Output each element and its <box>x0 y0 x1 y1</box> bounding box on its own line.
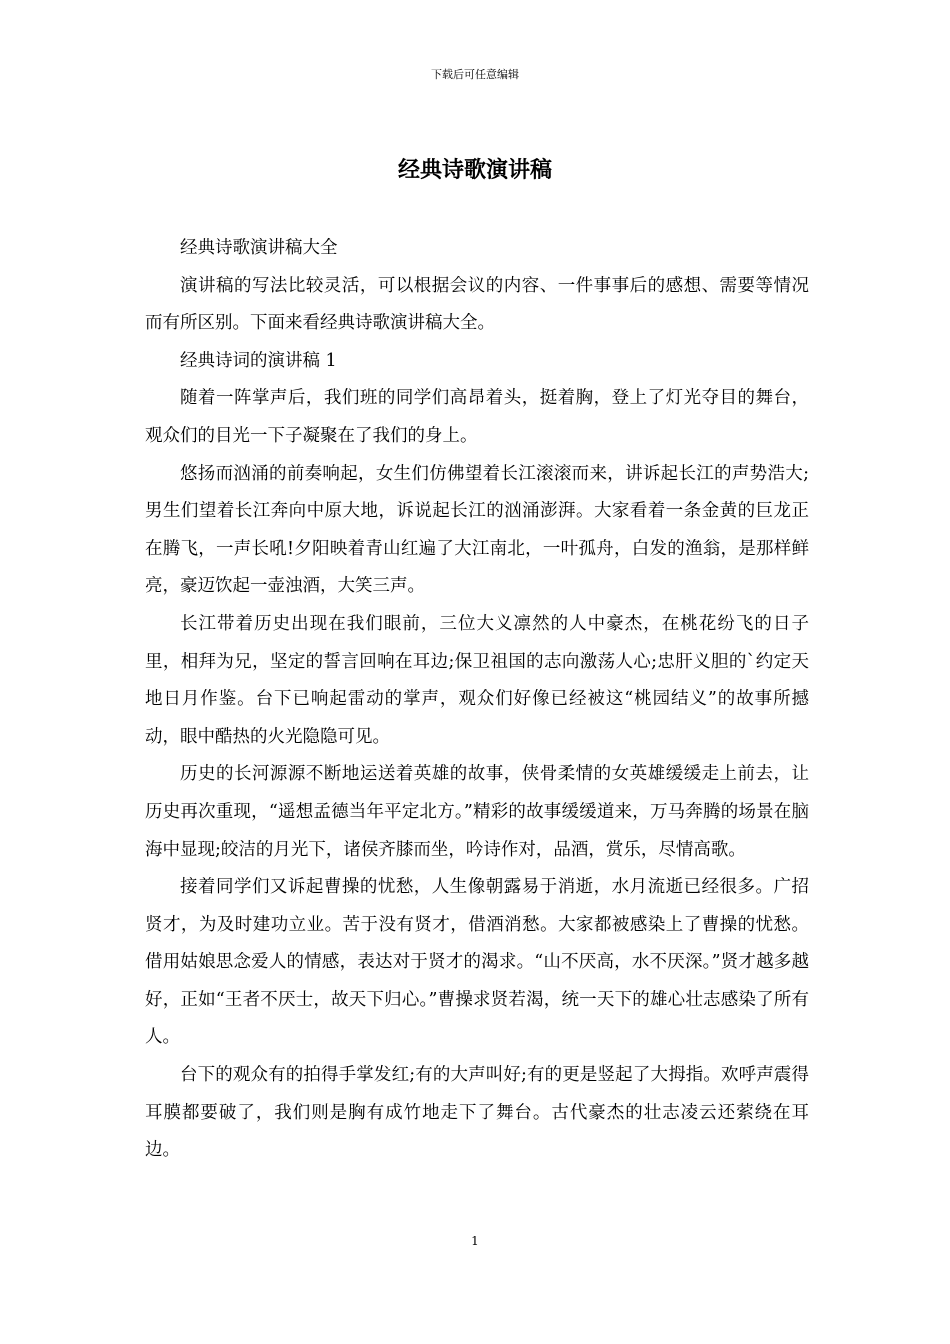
document-title: 经典诗歌演讲稿 <box>397 157 552 183</box>
paragraph: 接着同学们又诉起曹操的忧愁，人生像朝露易于消逝，水月流逝已经很多。广招贤才，为及时建功立业。苦于没有贤才，借酒消愁。大家都被感染上了曹操的忧愁。借用姑娘思念爱人的情感，表达对于贤才的渴求。“山不厌高，水不厌深。”贤才越多越好，正如“王者不厌士，故天下归心。”曹操求贤若渴，统一天下的雄心壮志感染了所有人。 <box>145 877 809 1048</box>
paragraph: 随着一阵掌声后，我们班的同学们高昂着头，挺着胸，登上了灯光夺目的舞台，观众们的目光一下子凝聚在了我们的身上。 <box>145 388 809 446</box>
paragraph: 悠扬而汹涌的前奏响起，女生们仿佛望着长江滚滚而来，讲诉起长江的声势浩大;男生们望着长江奔向中原大地，诉说起长江的汹涌澎湃。大家看着一条金黄的巨龙正在腾飞，一声长吼!夕阳映着青山红遍了大江南北，一叶孤舟，白发的渔翁，是那样鲜亮，豪迈饮起一壶浊酒，大笑三声。 <box>145 463 809 597</box>
paragraph: 长江带着历史出现在我们眼前，三位大义凛然的人中豪杰，在桃花纷飞的日子里，相拜为兄，坚定的誓言回响在耳边;保卫祖国的志向激荡人心;忠肝义胆的`约定天地日月作鉴。台下已响起雷动的掌声，观众们好像已经被这“桃园结义”的故事所撼动，眼中酷热的火光隐隐可见。 <box>145 613 809 747</box>
page-number: 1 <box>471 1234 479 1248</box>
paragraph: 历史的长河源源不断地运送着英雄的故事，侠骨柔情的女英雄缓缓走上前去，让历史再次重现，“遥想孟德当年平定北方。”精彩的故事缓缓道来，万马奔腾的场景在脑海中显现;皎洁的月光下，诸侯齐膝而坐，吟诗作对，品酒，赏乐，尽情高歌。 <box>145 764 809 860</box>
paragraph-section-heading: 经典诗词的演讲稿 1 <box>180 350 337 371</box>
page-header-note: 下载后可任意编辑 <box>431 68 519 81</box>
paragraph: 台下的观众有的拍得手掌发红;有的大声叫好;有的更是竖起了大拇指。欢呼声震得耳膜都要破了，我们则是胸有成竹地走下了舞台。古代豪杰的壮志凌云还萦绕在耳边。 <box>145 1065 809 1161</box>
paragraph-intro: 演讲稿的写法比较灵活，可以根据会议的内容、一件事事后的感想、需要等情况而有所区别。下面来看经典诗歌演讲稿大全。 <box>145 275 809 334</box>
paragraph-subtitle: 经典诗歌演讲稿大全 <box>180 238 338 258</box>
document-body <box>145 230 809 1170</box>
